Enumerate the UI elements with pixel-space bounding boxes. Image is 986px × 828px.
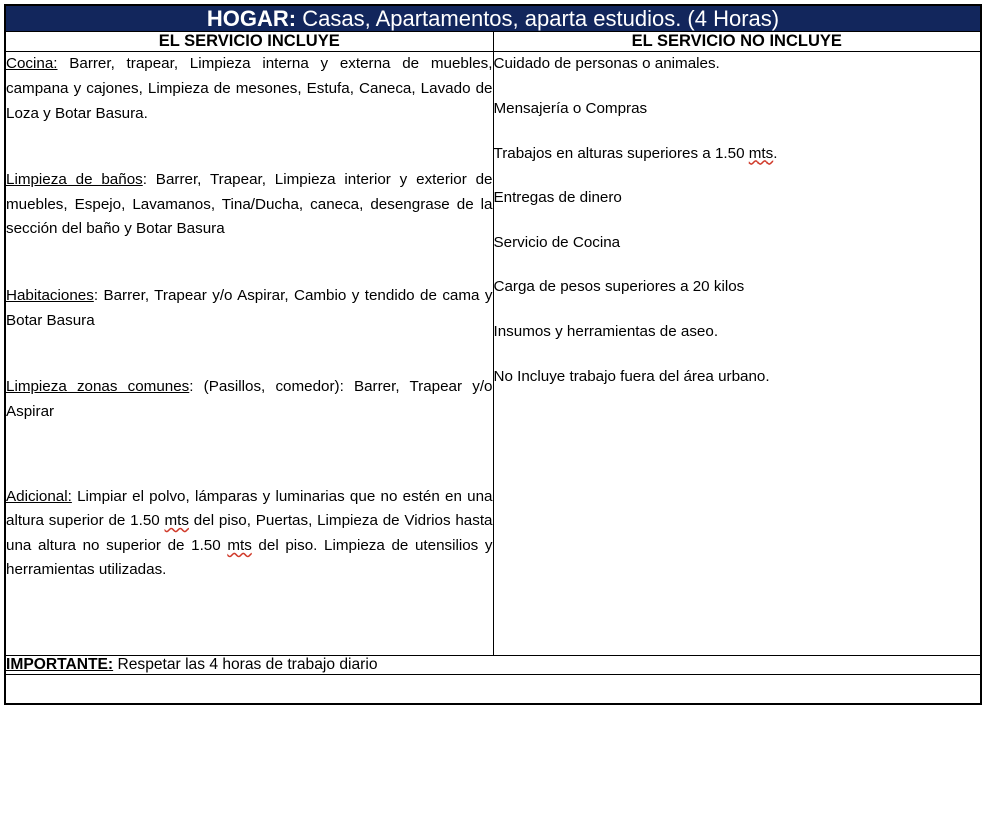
misspelled-word: mts — [748, 144, 774, 162]
included-item-text: : (Pasillos, comedor): Barrer, Trapear y/o Aspirar — [6, 378, 493, 420]
content-row — [5, 52, 981, 656]
list-item: No Incluye trabajo fuera del área urbano. — [493, 367, 770, 385]
included-services-cell — [5, 52, 493, 656]
important-note-cell — [5, 656, 981, 675]
spacer — [6, 333, 493, 375]
spacer — [6, 625, 493, 655]
header-included: EL SERVICIO INCLUYE — [5, 32, 493, 52]
not-included-text-part-1: Trabajos en alturas superiores a 1.50 — [493, 144, 749, 162]
spacer — [6, 583, 493, 625]
important-label: IMPORTANTE: — [6, 656, 114, 674]
included-item-text-part-3: del piso. Limpieza de utensilios y herramientas utilizadas. — [6, 536, 493, 579]
included-item-label: Cocina: — [6, 55, 58, 73]
list-item: Mensajería o Compras — [493, 99, 648, 117]
list-item: Servicio de Cocina — [493, 233, 621, 251]
included-item-label: Limpieza de baños — [6, 171, 143, 189]
title-row — [5, 5, 981, 32]
list-item: Cuidado de personas o animales. — [493, 55, 720, 73]
list-item — [6, 375, 493, 424]
misspelled-word: mts — [164, 512, 189, 530]
included-item-text: : Barrer, Trapear, Limpieza interior y exterior de muebles, Espejo, Lavamanos, Tina/Ducha, caneca, desengrase de la sección del baño y Botar Basura — [6, 171, 493, 238]
document-title-cell — [5, 5, 981, 32]
not-included-services-cell — [493, 52, 981, 656]
header-row — [5, 32, 981, 52]
document-title — [207, 6, 779, 31]
spacer — [6, 467, 493, 485]
footer-empty-cell — [5, 675, 981, 705]
list-item — [6, 485, 493, 584]
included-item-text: Barrer, trapear, Limpieza interna y externa de muebles, campana y cajones, Limpieza de mesones, Estufa, Caneca, Lavado de Loza y Botar Basura. — [6, 55, 493, 122]
important-text: Respetar las 4 horas de trabajo diario — [113, 656, 378, 674]
not-included-text-part-2: . — [773, 144, 778, 162]
list-item: Entregas de dinero — [493, 189, 622, 207]
spacer — [6, 126, 493, 168]
document-title-strong: HOGAR: — [206, 6, 297, 31]
included-item-text-part-1: Limpiar el polvo, lámparas y luminarias que no estén en una altura superior de 1.50 — [6, 487, 493, 530]
included-item-label: Adicional: — [6, 487, 72, 505]
list-item: Insumos y herramientas de aseo. — [493, 323, 719, 341]
important-row — [5, 656, 981, 675]
list-item — [6, 168, 493, 242]
list-item — [494, 142, 981, 167]
included-item-text-part-2: del piso, Puertas, Limpieza de Vidrios hasta una altura no superior de 1.50 — [6, 512, 493, 554]
spacer — [6, 242, 493, 284]
document-title-rest: Casas, Apartamentos, aparta estudios. (4 Horas) — [296, 6, 780, 31]
list-item — [6, 284, 493, 333]
included-item-label: Limpieza zonas comunes — [6, 378, 190, 396]
included-item-label: Habitaciones — [6, 287, 94, 305]
misspelled-word: mts — [227, 536, 252, 554]
included-item-text: : Barrer, Trapear y/o Aspirar, Cambio y tendido de cama y Botar Basura — [6, 287, 493, 329]
spacer — [6, 425, 493, 467]
list-item: Carga de pesos superiores a 20 kilos — [493, 278, 745, 296]
services-table — [4, 4, 982, 705]
header-not-included: EL SERVICIO NO INCLUYE — [493, 32, 981, 52]
list-item — [6, 52, 493, 126]
footer-row — [5, 675, 981, 705]
